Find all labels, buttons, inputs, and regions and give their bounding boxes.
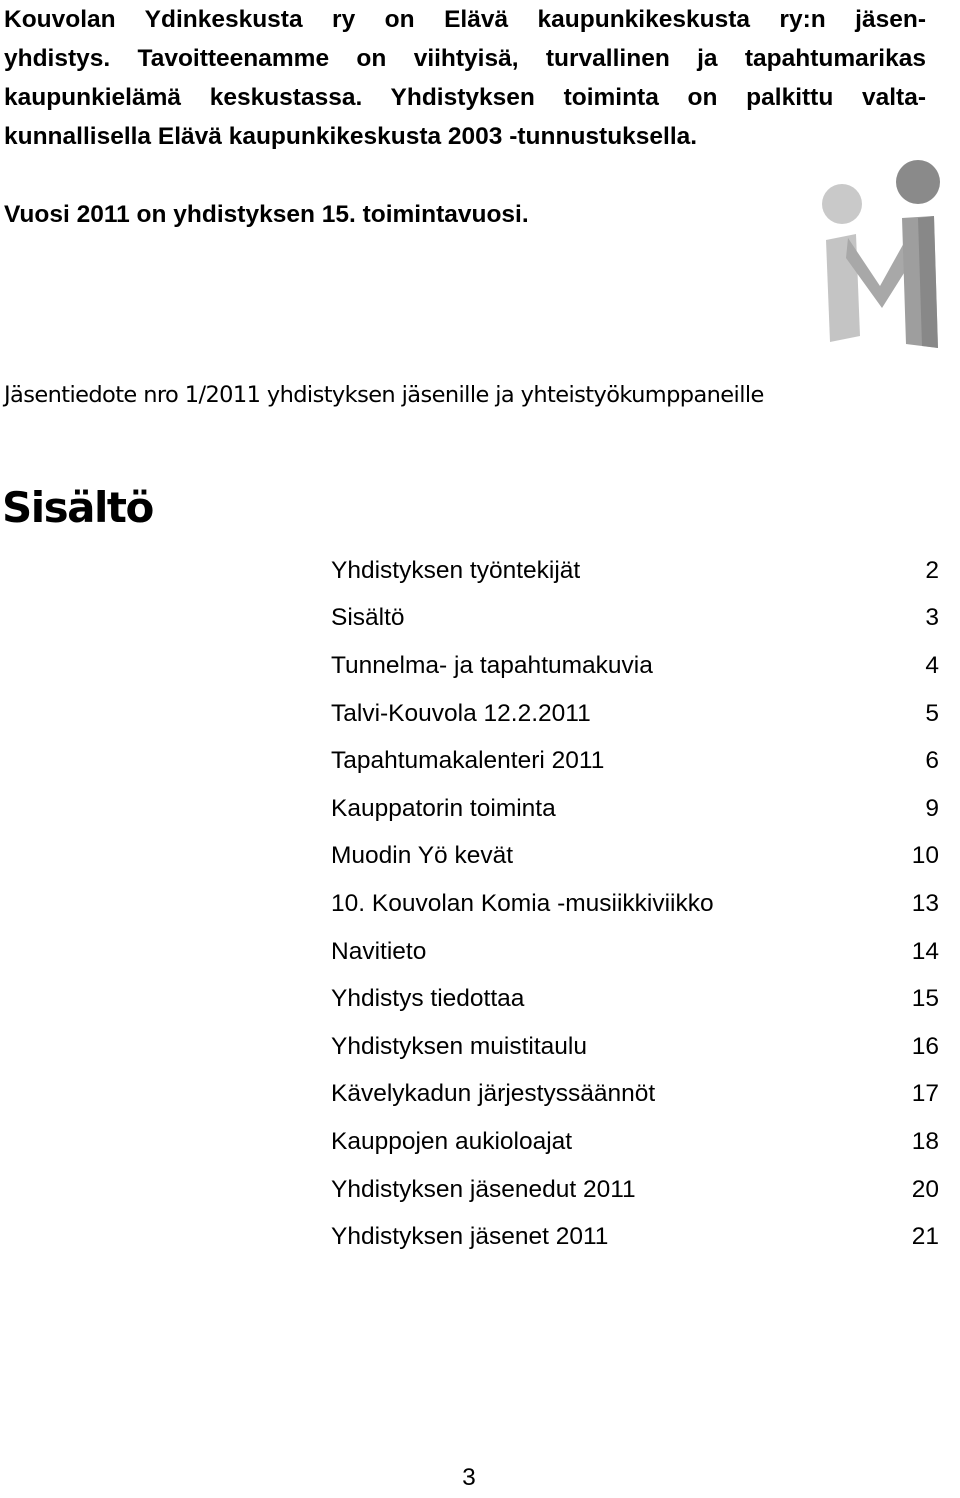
toc-entry: [331, 1213, 939, 1261]
toc-entry-title: Kauppatorin toiminta: [331, 794, 556, 822]
toc-entry-title: Yhdistyksen jäsenet 2011: [331, 1223, 609, 1251]
toc-entry: [331, 833, 939, 881]
toc-entry-page: 17: [911, 1080, 939, 1108]
toc-entry-title: Yhdistyksen muistitaulu: [331, 1032, 588, 1060]
toc-entry: [331, 642, 939, 690]
toc-entry: [331, 1118, 939, 1166]
toc-heading: Sisältö: [2, 483, 153, 532]
toc-entry: [331, 785, 939, 833]
toc-entry: [331, 1071, 939, 1119]
toc-entry-title: Talvi-Kouvola 12.2.2011: [331, 699, 591, 727]
intro-line: yhdistys. Tavoitteenamme on viihtyisä, turvallinen ja tapahtumarikas: [4, 45, 926, 72]
toc-entry: [331, 1166, 939, 1214]
toc-entry-page: 14: [911, 937, 939, 965]
toc-entry: [331, 547, 939, 595]
toc-entry-title: Yhdistys tiedottaa: [331, 985, 525, 1013]
toc-entry-title: Yhdistyksen työntekijät: [331, 556, 581, 584]
toc-entry-title: Sisältö: [331, 604, 405, 632]
toc-entry-page: 21: [911, 1223, 939, 1251]
toc-entry-page: 3: [925, 604, 939, 632]
toc-entry-title: Tunnelma- ja tapahtumakuvia: [331, 651, 653, 679]
intro-section: [4, 0, 926, 234]
toc-entry-page: 13: [911, 889, 939, 917]
toc-entry-page: 15: [911, 985, 939, 1013]
toc-entry-title: Navitieto: [331, 937, 427, 965]
toc-entry-title: Kävelykadun järjestyssäännöt: [331, 1080, 656, 1108]
toc-entry-page: 5: [925, 699, 939, 727]
toc-entry-page: 18: [911, 1127, 939, 1155]
m-figure-logo-icon: [818, 158, 942, 354]
toc-entry: [331, 1023, 939, 1071]
toc-entry: [331, 975, 939, 1023]
intro-line: kunnallisella Elävä kaupunkikeskusta 2003 -tunnustuksella.: [4, 123, 698, 150]
intro-line: kaupunkielämä keskustassa. Yhdistyksen toiminta on palkittu valta-: [4, 84, 926, 111]
toc-entry: [331, 928, 939, 976]
toc-entry-title: Muodin Yö kevät: [331, 842, 514, 870]
toc-entry-page: 6: [925, 747, 939, 775]
toc-entry-page: 10: [911, 842, 939, 870]
toc-entry-title: Yhdistyksen jäsenedut 2011: [331, 1175, 636, 1203]
newsletter-note: Jäsentiedote nro 1/2011 yhdistyksen jäsenille ja yhteistyökumppaneille: [4, 382, 764, 408]
intro-line: Kouvolan Ydinkeskusta ry on Elävä kaupunkikeskusta ry:n jäsen-: [4, 6, 926, 33]
toc-entry-page: 20: [911, 1175, 939, 1203]
toc-entry-title: Tapahtumakalenteri 2011: [331, 747, 605, 775]
toc-entry-page: 2: [925, 556, 939, 584]
year-note: Vuosi 2011 on yhdistyksen 15. toimintavuosi.: [4, 201, 529, 228]
table-of-contents: [331, 547, 939, 1261]
logo-large-head: [896, 160, 940, 204]
toc-entry: [331, 595, 939, 643]
toc-entry-page: 4: [925, 651, 939, 679]
toc-entry-page: 9: [925, 794, 939, 822]
page-number: 3: [462, 1464, 476, 1491]
toc-entry-title: 10. Kouvolan Komia -musiikkiviikko: [331, 889, 714, 917]
intro-paragraph: [4, 0, 926, 156]
logo-small-head: [822, 184, 862, 224]
toc-entry-page: 16: [911, 1032, 939, 1060]
toc-entry: [331, 690, 939, 738]
toc-entry-title: Kauppojen aukioloajat: [331, 1127, 573, 1155]
toc-entry: [331, 737, 939, 785]
toc-entry: [331, 880, 939, 928]
